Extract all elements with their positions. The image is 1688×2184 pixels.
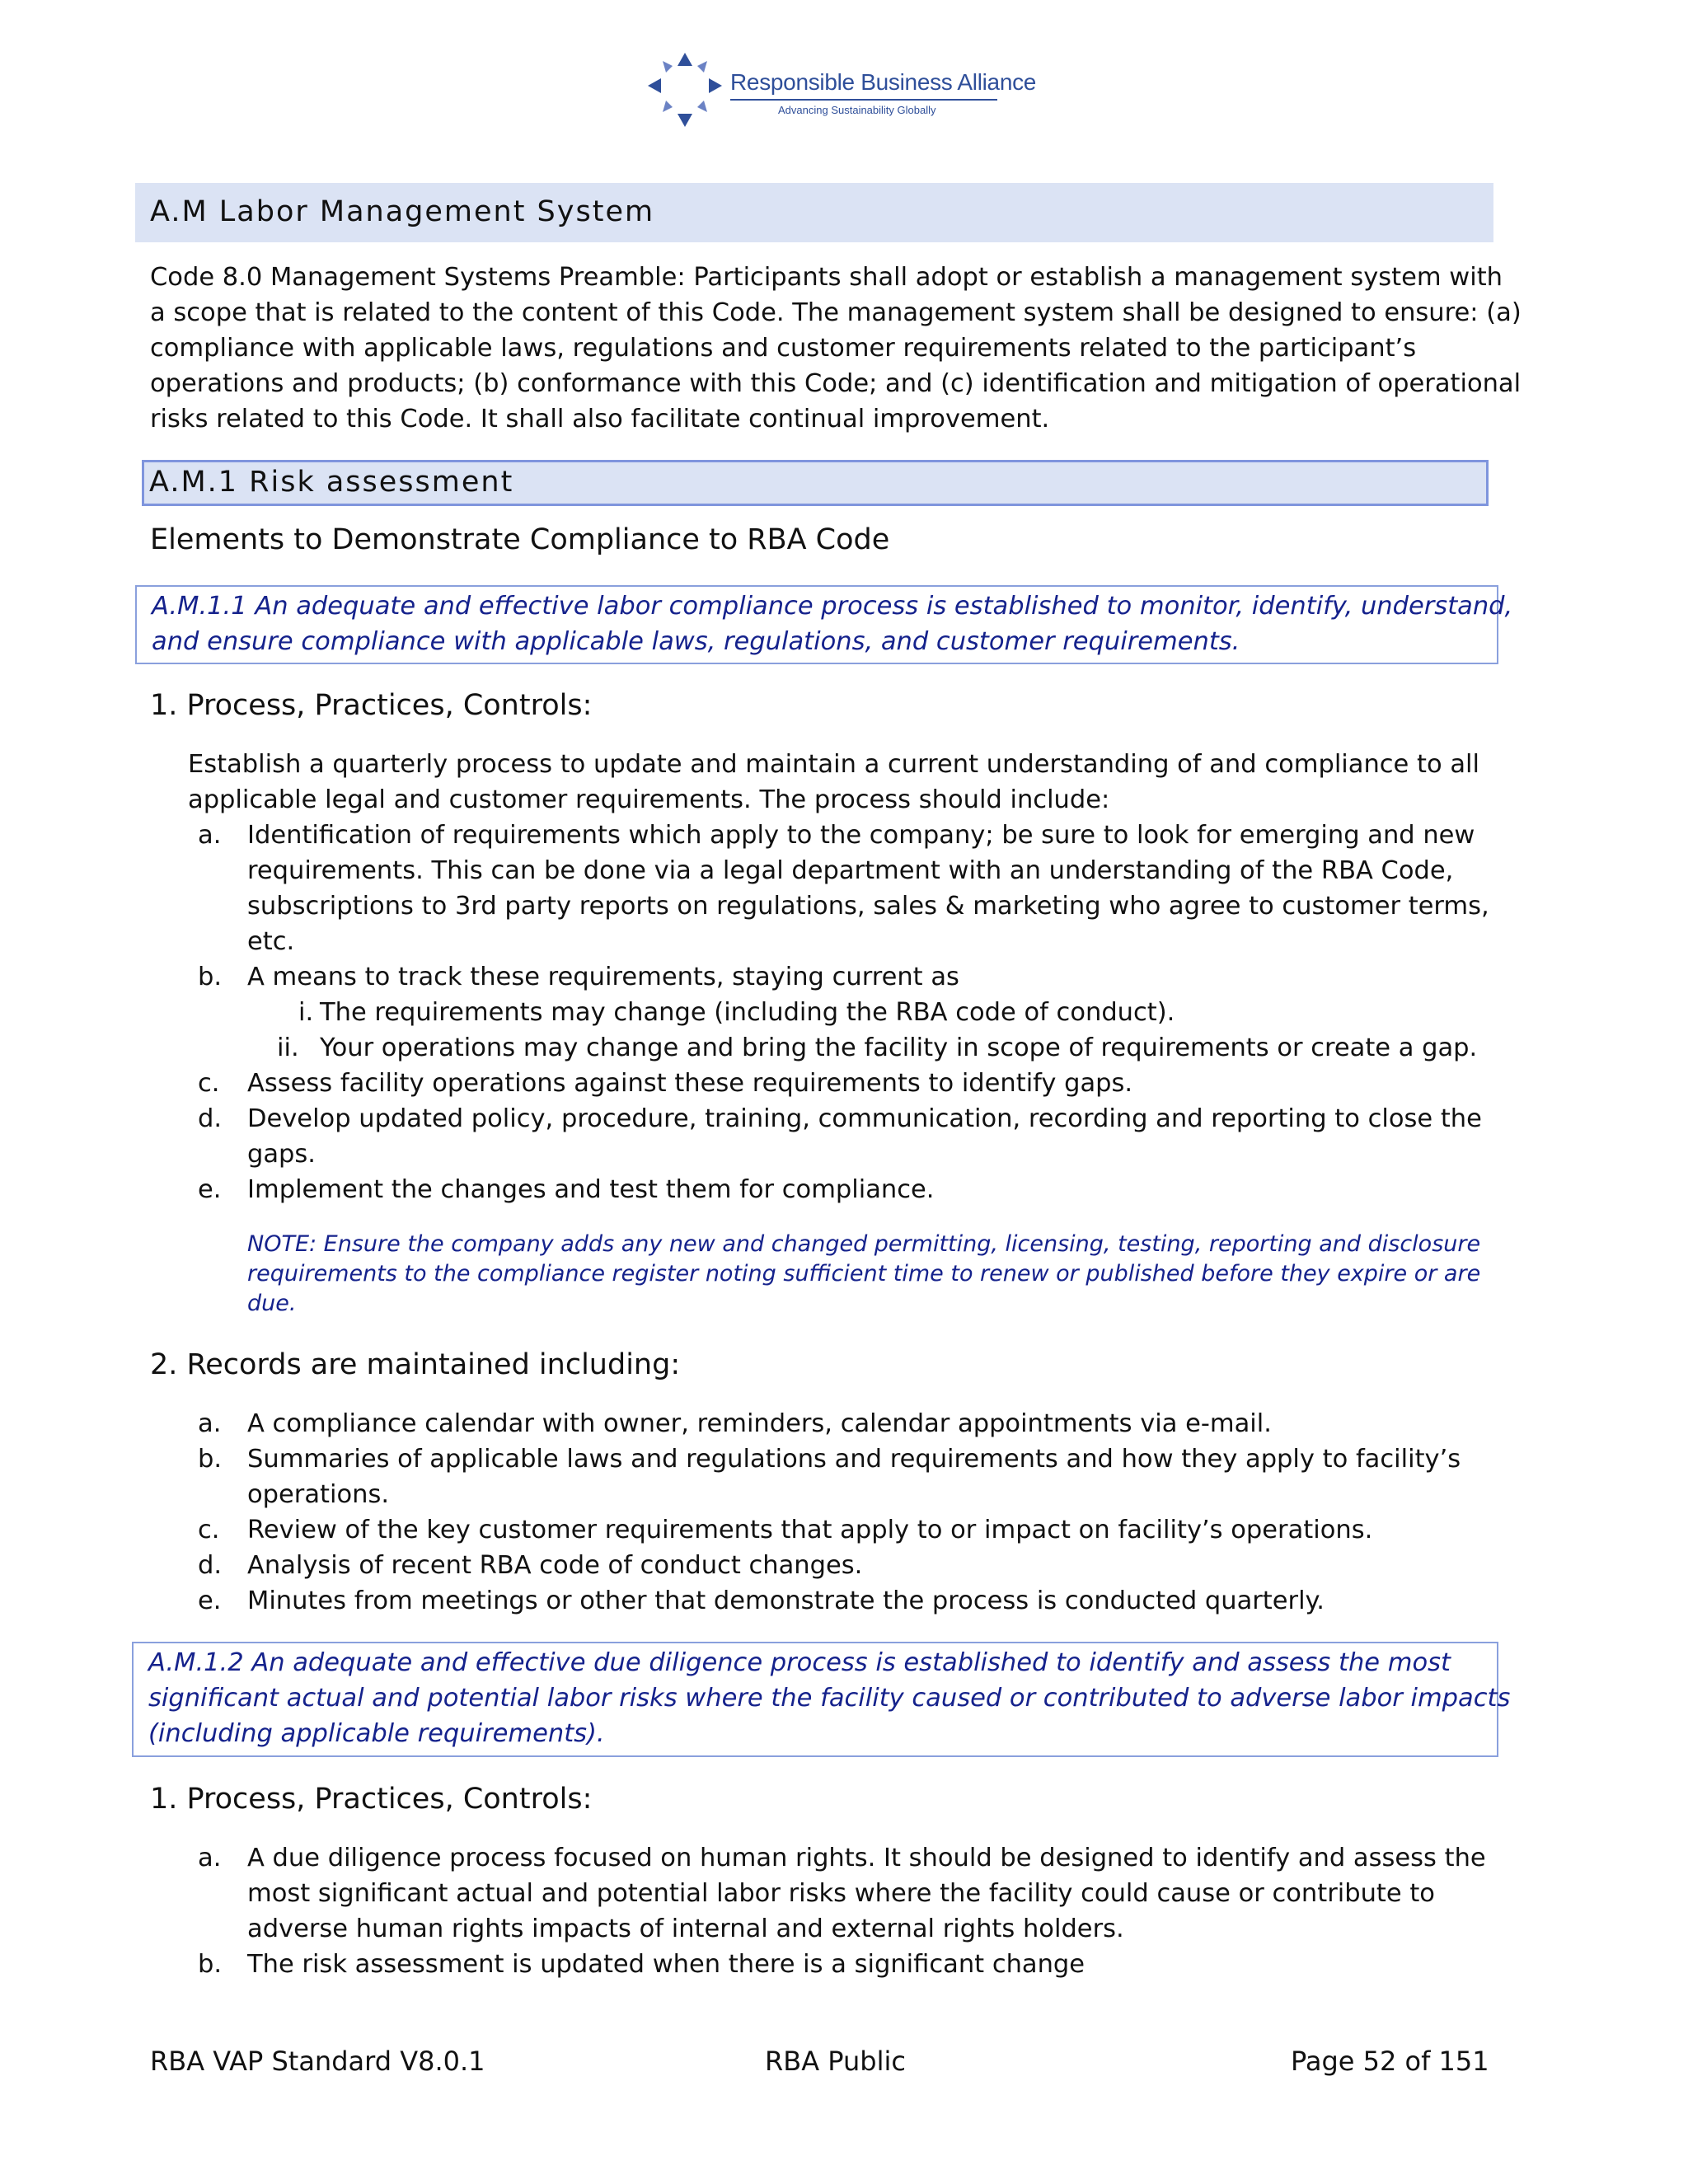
- list-marker: c.: [198, 1069, 220, 1098]
- list-item: [247, 818, 1489, 959]
- statement-box-am-1-1: [135, 585, 1513, 664]
- record-item: [247, 1441, 1461, 1512]
- list-item-line: gaps.: [247, 1140, 316, 1169]
- intro-line: Establish a quarterly process to update and maintain a current understanding of and compliance to all: [188, 750, 1479, 779]
- list-item: A means to track these requirements, staying current as: [247, 963, 959, 991]
- preamble-line: operations and products; (b) conformance with this Code; and (c) identification and mitigation of operational: [150, 369, 1522, 398]
- list-item-line: Develop updated policy, procedure, training, communication, recording and reporting to close the: [247, 1104, 1482, 1133]
- section-title: A.M Labor Management System: [150, 195, 655, 228]
- process-intro: [188, 747, 1479, 818]
- list-marker: b.: [198, 1950, 223, 1979]
- list-item: [247, 1101, 1482, 1172]
- preamble-line: a scope that is related to the content of this Code. The management system shall be designed to ensure: (a): [150, 298, 1522, 327]
- statement-line: significant actual and potential labor risks where the facility caused or contributed to adverse labor impacts: [148, 1684, 1511, 1713]
- elements-heading: Elements to Demonstrate Compliance to RBA Code: [150, 523, 890, 556]
- preamble-line: risks related to this Code. It shall also facilitate continual improvement.: [150, 405, 1050, 434]
- intro-line: applicable legal and customer requirements. The process should include:: [188, 785, 1110, 814]
- subsection-header: [142, 460, 1489, 506]
- record-item: Analysis of recent RBA code of conduct changes.: [247, 1551, 863, 1580]
- sublist-item: The requirements may change (including the RBA code of conduct).: [320, 998, 1175, 1027]
- preamble: [150, 260, 1522, 437]
- list-item-line: Identification of requirements which apply to the company; be sure to look for emerging and new: [247, 821, 1475, 850]
- note-line: requirements to the compliance register noting sufficient time to renew or published before they expire or are: [247, 1261, 1481, 1286]
- sublist-marker: ii.: [277, 1033, 299, 1062]
- list-marker: a.: [198, 1844, 222, 1872]
- footer-document-id: RBA VAP Standard V8.0.1: [150, 2046, 485, 2077]
- record-item: Review of the key customer requirements that apply to or impact on facility’s operations.: [247, 1516, 1373, 1544]
- record-item-line: Summaries of applicable laws and regulations and requirements and how they apply to facility’s: [247, 1445, 1461, 1474]
- note-line: NOTE: Ensure the company adds any new and changed permitting, licensing, testing, reporting and disclosure: [247, 1231, 1481, 1257]
- list-item-line: etc.: [247, 927, 295, 956]
- list-item: [247, 1840, 1486, 1947]
- logo-tagline: Advancing Sustainability Globally: [778, 104, 936, 116]
- process-heading: 1. Process, Practices, Controls:: [150, 689, 593, 722]
- logo-name: Responsible Business Alliance: [730, 69, 1037, 95]
- subsection-title: A.M.1 Risk assessment: [149, 466, 514, 499]
- logo-divider: [730, 99, 997, 101]
- section-header: [135, 183, 1493, 242]
- list-item: The risk assessment is updated when there is a significant change: [247, 1950, 1085, 1979]
- note-line: due.: [247, 1291, 297, 1316]
- list-item: Assess facility operations against these requirements to identify gaps.: [247, 1069, 1133, 1098]
- record-item-line: operations.: [247, 1480, 390, 1509]
- statement-line: A.M.1.2 An adequate and effective due diligence process is established to identify and assess the most: [148, 1648, 1451, 1677]
- list-marker: e.: [198, 1586, 222, 1615]
- statement-line: and ensure compliance with applicable laws, regulations, and customer requirements.: [152, 627, 1240, 656]
- list-marker: b.: [198, 963, 223, 991]
- process-heading: 1. Process, Practices, Controls:: [150, 1783, 593, 1816]
- list-item-line: subscriptions to 3rd party reports on regulations, sales & marketing who agree to customer terms,: [247, 892, 1489, 921]
- list-marker: d.: [198, 1104, 223, 1133]
- records-heading: 2. Records are maintained including:: [150, 1348, 681, 1381]
- sublist-item: Your operations may change and bring the facility in scope of requirements or create a gap.: [320, 1033, 1478, 1062]
- preamble-line: compliance with applicable laws, regulations and customer requirements related to the participant’s: [150, 334, 1417, 363]
- statement-box-am-1-2: [132, 1642, 1511, 1757]
- list-item-line: A due diligence process focused on human rights. It should be designed to identify and assess the: [247, 1844, 1486, 1872]
- list-marker: e.: [198, 1175, 222, 1204]
- statement-line: A.M.1.1 An adequate and effective labor compliance process is established to monitor, identify, understand,: [152, 592, 1513, 621]
- footer-classification: RBA Public: [765, 2046, 906, 2077]
- list-item-line: requirements. This can be done via a legal department with an understanding of the RBA Code,: [247, 856, 1454, 885]
- record-item: A compliance calendar with owner, reminders, calendar appointments via e-mail.: [247, 1409, 1272, 1438]
- sublist-marker: i.: [298, 998, 314, 1027]
- list-item-line: most significant actual and potential labor risks where the facility could cause or contribute to: [247, 1879, 1435, 1908]
- compliance-note: [247, 1230, 1480, 1319]
- list-marker: a.: [198, 821, 222, 850]
- list-item: Implement the changes and test them for compliance.: [247, 1175, 935, 1204]
- footer-page-number: Page 52 of 151: [1291, 2046, 1489, 2077]
- preamble-line: Code 8.0 Management Systems Preamble: Participants shall adopt or establish a management system with: [150, 263, 1503, 292]
- compass-arrows-icon: [648, 48, 722, 130]
- record-item: Minutes from meetings or other that demonstrate the process is conducted quarterly.: [247, 1586, 1325, 1615]
- list-item-line: adverse human rights impacts of internal and external rights holders.: [247, 1915, 1124, 1943]
- list-marker: c.: [198, 1516, 220, 1544]
- list-marker: a.: [198, 1409, 222, 1438]
- statement-line: (including applicable requirements).: [148, 1719, 605, 1748]
- list-marker: d.: [198, 1551, 223, 1580]
- list-marker: b.: [198, 1445, 223, 1474]
- rba-logo: [648, 48, 1037, 130]
